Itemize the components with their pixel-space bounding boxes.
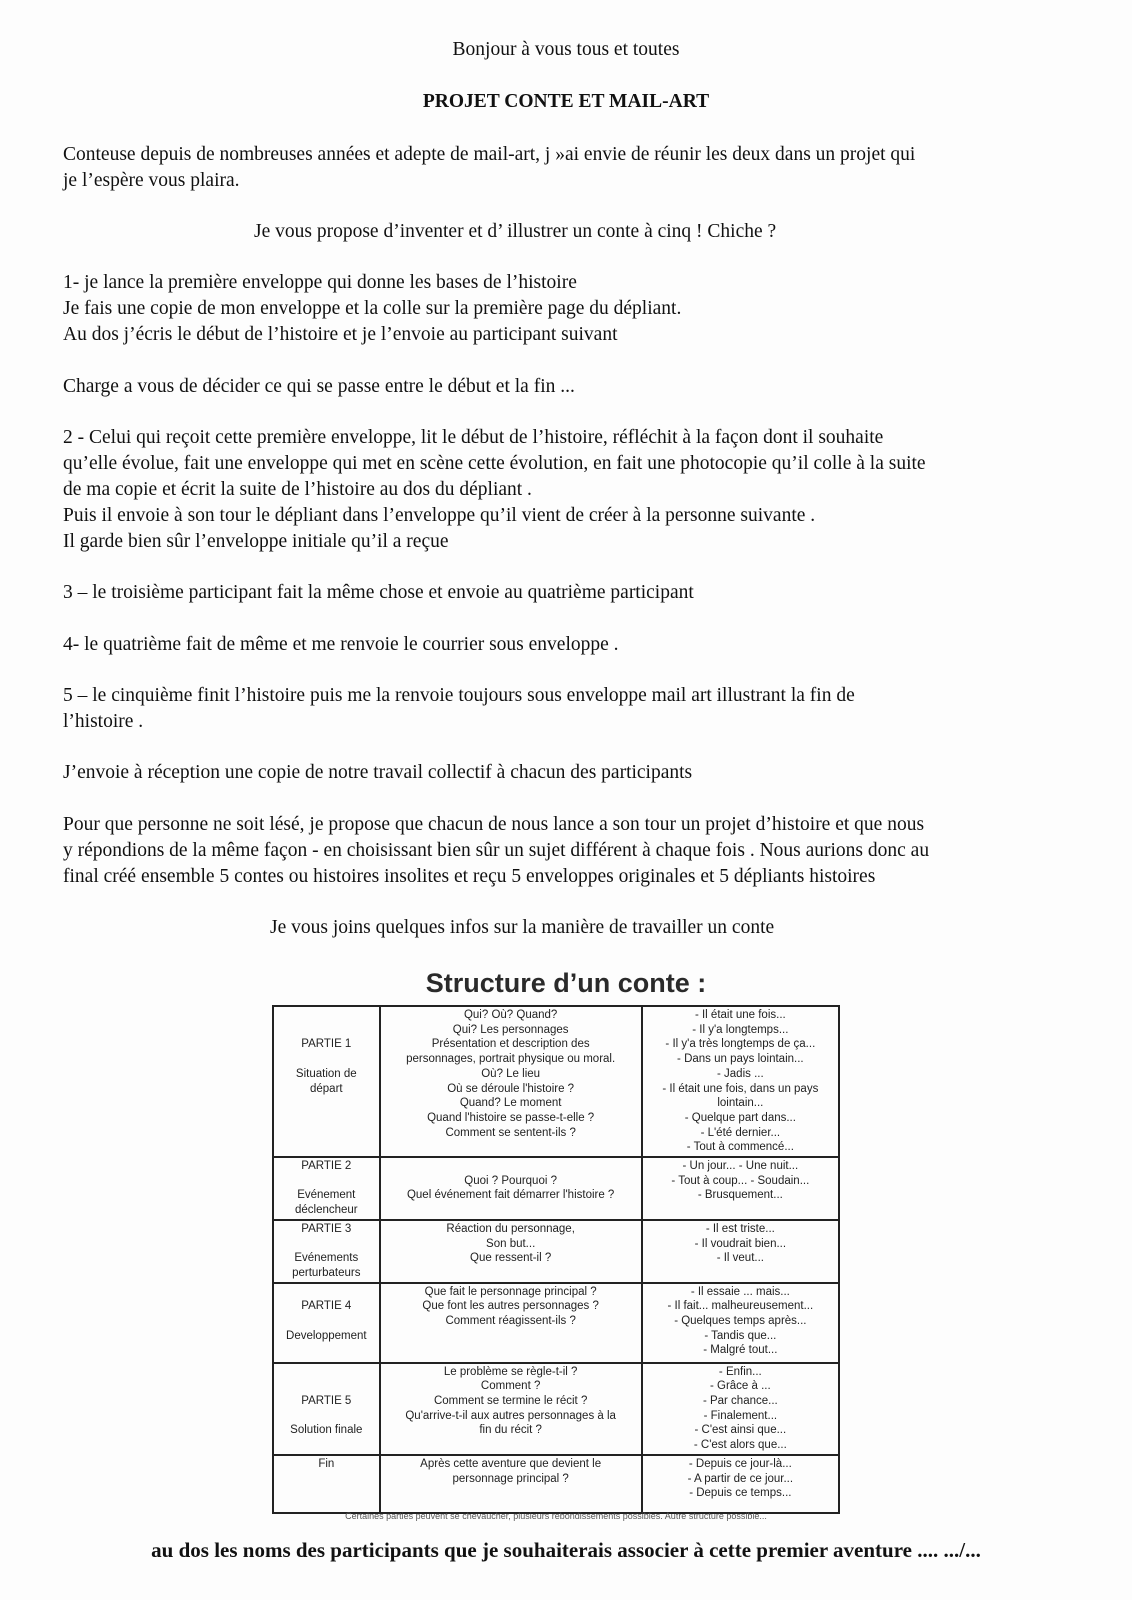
cell-line: - Il y'a très longtemps de ça... [665,1038,816,1051]
cell-line: Solution finale [290,1424,363,1437]
cell-line: - Par chance... [702,1395,778,1408]
cell-line: - Il voudrait bien... [694,1237,787,1250]
cell-line: PARTIE 5 [301,1395,352,1408]
cell-line: Evénement [297,1189,356,1202]
cell-line: - Tout à coup... - Soudain... [671,1174,810,1187]
cell-line: - L'été dernier... [700,1126,781,1139]
step-1-line-2: Je fais une copie de mon enveloppe et la colle sur la première page du dépliant. [63,298,682,319]
cell-line: - Tandis que... [704,1329,777,1342]
step-4: 4- le quatrième fait de même et me renvoie le courrier sous enveloppe . [63,634,619,655]
cell-line: Présentation et description des [431,1038,590,1051]
cell-line: Quand l'histoire se passe-t-elle ? [427,1111,595,1124]
pour-line-2: y répondions de la même façon - en choisissant bien sûr un sujet différent à chaque fois . Nous aurions donc au [63,840,930,861]
cell-line: personnage principal ? [452,1472,569,1485]
cell-line: - Il est triste... [705,1222,775,1235]
step-1-line-3: Au dos j’écris le début de l’histoire et je l’envoie au participant suivant [63,324,618,345]
cell-line [277,1365,376,1380]
closing-line: au dos les noms des participants que je souhaiterais associer à cette premier aventure .... .../... [151,1538,981,1562]
part-cell [273,1220,380,1283]
intro-line-2: je l’espère vous plaira. [63,170,240,191]
cell-line: Evénements [294,1252,359,1265]
step-2-line-1: 2 - Celui qui reçoit cette première enveloppe, lit le début de l’histoire, réfléchit à la façon dont il souhaite [63,427,884,448]
cell-line [277,1237,376,1252]
table-row [273,1283,839,1363]
cell-line: Réaction du personnage, [446,1222,575,1235]
intro-line-1: Conteuse depuis de nombreuses années et adepte de mail-art, j »ai envie de réunir les deux dans un projet qui [63,144,916,165]
story-structure-table [272,1005,840,1514]
cell-line [277,1174,376,1189]
cell-line: déclencheur [294,1204,358,1217]
cell-line: - C'est alors que... [693,1439,787,1452]
examples-cell [642,1157,839,1220]
cell-line: - Il essaie ... mais... [690,1285,790,1298]
cell-line: Comment se termine le récit ? [433,1395,588,1408]
cell-line: personnages, portrait physique ou moral. [406,1053,616,1066]
cell-line: départ [310,1082,343,1095]
cell-line: Developpement [286,1329,367,1342]
cell-line: - Il était une fois... [694,1009,786,1021]
step-3: 3 – le troisième participant fait la même chose et envoie au quatrième participant [63,582,694,603]
structure-heading: Structure d’un conte : [425,968,707,998]
questions-cell [380,1006,642,1157]
table-row [273,1157,839,1220]
cell-line: PARTIE 2 [301,1160,352,1173]
cell-line: - Depuis ce jour-là... [688,1457,792,1470]
cell-line: - Un jour... - Une nuit... [682,1160,799,1173]
pour-line-3: final créé ensemble 5 contes ou histoires insolites et reçu 5 enveloppes originales et 5 dépliants histoires [63,866,876,887]
pour-line-1: Pour que personne ne soit lésé, je propose que chacun de nous lance a son tour un projet d’histoire et que nous [63,814,925,835]
cell-line: Quand? Le moment [459,1097,562,1110]
cell-line: - Il y'a longtemps... [692,1023,789,1036]
step-2-line-3: de ma copie et écrit la suite de l’histoire au dos du dépliant . [63,479,532,500]
questions-cell [380,1220,642,1283]
cell-line: - Depuis ce temps... [689,1487,792,1500]
cell-line: Son but... [486,1237,536,1250]
cell-line: Après cette aventure que devient le [420,1457,602,1470]
structure-footnote: Certaines parties peuvent se chevaucher, plusieurs rebondissements possibles. Autre structure possible... [345,1511,767,1521]
cell-line: Que font les autres personnages ? [422,1300,599,1313]
cell-line: Comment se sentent-ils ? [445,1126,576,1139]
infos-line: Je vous joins quelques infos sur la manière de travailler un conte [270,917,775,938]
cell-line: - Il était une fois, dans un pays [662,1082,819,1095]
cell-line: fin du récit ? [479,1424,542,1437]
cell-line [277,1314,376,1329]
cell-line: Fin [318,1457,335,1470]
cell-line: - Enfin... [718,1365,762,1378]
examples-cell [642,1455,839,1513]
cell-line [277,1008,376,1023]
cell-line: - Il veut... [716,1252,764,1265]
cell-line [277,1379,376,1394]
cell-line: Quel événement fait démarrer l'histoire ? [406,1189,615,1202]
cell-line: Situation de [295,1067,357,1080]
part-cell [273,1283,380,1363]
cell-line: Le problème se règle-t-il ? [443,1365,578,1378]
part-cell [273,1363,380,1455]
table-row [273,1363,839,1455]
cell-line: - Grâce à ... [709,1380,771,1393]
cell-line: Quoi ? Pourquoi ? [464,1174,557,1187]
cell-line: - Malgré tout... [703,1344,778,1357]
cell-line [277,1285,376,1300]
cell-line: - Quelques temps après... [674,1315,807,1328]
questions-cell [380,1363,642,1455]
questions-cell [380,1157,642,1220]
examples-cell [642,1363,839,1455]
cell-line: Comment réagissent-ils ? [445,1315,576,1328]
cell-line [384,1159,638,1174]
examples-cell [642,1006,839,1157]
cell-line: - C'est ainsi que... [694,1424,787,1437]
cell-line: - Brusquement... [697,1189,783,1202]
part-cell [273,1455,380,1513]
step-1-line-1: 1- je lance la première enveloppe qui donne les bases de l’histoire [63,272,577,293]
cell-line: PARTIE 3 [301,1222,352,1235]
cell-line: Que fait le personnage principal ? [424,1285,597,1298]
cell-line: - Jadis ... [717,1067,764,1080]
part-cell [273,1157,380,1220]
cell-line: PARTIE 4 [301,1300,352,1313]
proposal: Je vous propose d’inventer et d’ illustrer un conte à cinq ! Chiche ? [254,221,777,242]
cell-line: - Finalement... [703,1409,778,1422]
charge-line: Charge a vous de décider ce qui se passe entre le début et la fin ... [63,376,575,397]
cell-line: Qui? Où? Quand? [463,1009,558,1021]
step-5-line-2: l’histoire . [63,711,144,732]
step-5-line-1: 5 – le cinquième finit l’histoire puis me la renvoie toujours sous enveloppe mail art illustrant la fin de [63,685,855,706]
cell-line [277,1409,376,1424]
cell-line: lointain... [717,1097,764,1110]
cell-line: Comment ? [480,1380,541,1393]
cell-line: Qu'arrive-t-il aux autres personnages à la [405,1409,616,1422]
step-2-line-4: Puis il envoie à son tour le dépliant dans l’enveloppe qu’il vient de créer à la personne suivante . [63,505,816,526]
cell-line: - A partir de ce jour... [687,1472,794,1485]
greeting: Bonjour à vous tous et toutes [452,39,680,60]
part-cell [273,1006,380,1157]
cell-line: Qui? Les personnages [452,1023,569,1036]
table-row [273,1006,839,1157]
examples-cell [642,1283,839,1363]
cell-line: - Quelque part dans... [684,1111,796,1124]
cell-line: - Tout à commencé... [686,1141,794,1154]
cell-line [277,1052,376,1067]
cell-line: perturbateurs [292,1266,361,1279]
cell-line: Où? Le lieu [481,1067,541,1080]
table-row [273,1220,839,1283]
cell-line [277,1023,376,1038]
cell-line: Où se déroule l'histoire ? [447,1082,575,1095]
cell-line: PARTIE 1 [301,1038,352,1051]
step-2-line-5: Il garde bien sûr l’enveloppe initiale qu’il a reçue [63,531,449,552]
cell-line: Que ressent-il ? [470,1252,552,1265]
cell-line: - Il fait... malheureusement... [667,1300,814,1313]
reception-line: J’envoie à réception une copie de notre travail collectif à chacun des participants [63,762,693,783]
examples-cell [642,1220,839,1283]
cell-line: - Dans un pays lointain... [677,1053,804,1066]
table-row [273,1455,839,1513]
document-title: PROJET CONTE ET MAIL-ART [422,91,710,112]
questions-cell [380,1455,642,1513]
questions-cell [380,1283,642,1363]
step-2-line-2: qu’elle évolue, fait une enveloppe qui met en scène cette évolution, en fait une photocopie qu’il colle à la suite [63,453,926,474]
